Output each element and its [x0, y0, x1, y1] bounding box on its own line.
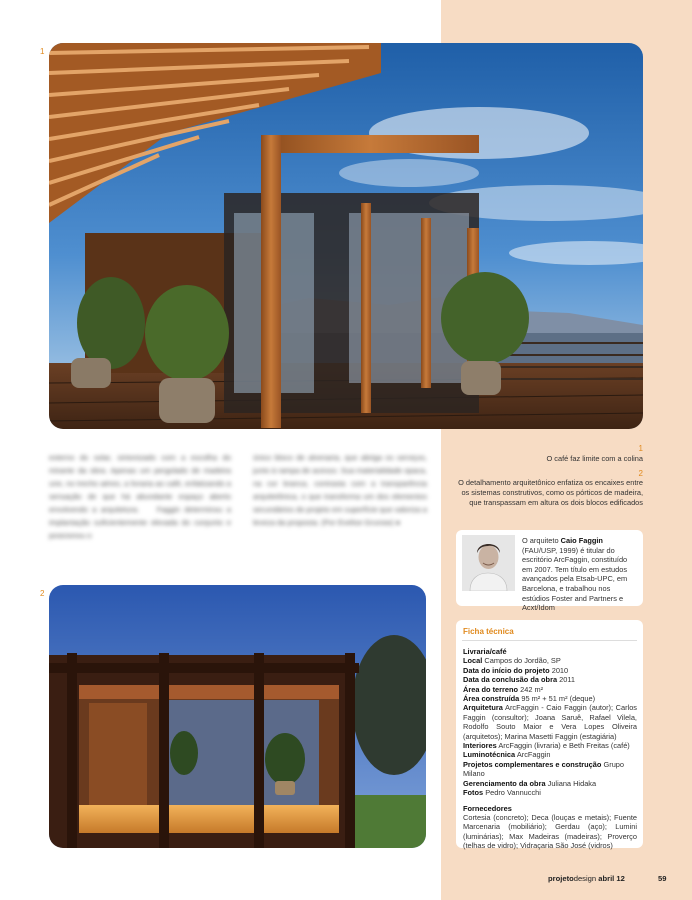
- caption-2-number: 2: [638, 468, 643, 478]
- technical-sheet-title: Ficha técnica: [463, 627, 514, 636]
- magazine-name-bold: projeto: [548, 874, 574, 883]
- body-text-column-2: único bloco de alvenaria, que abriga os serviços, junto à rampa de acesso. Sua materialidade opaca, na cor branca, contrasta com a transparência arquitetônica, o que transforma um dos elementos secundários do projeto em superfície que valoriza a leveza da proposta. (Por Evelise Grunow) ●: [253, 453, 427, 527]
- caption-block: [452, 444, 643, 513]
- sheet-value: Juliana Hidaka: [547, 778, 597, 788]
- sheet-label: Local: [463, 656, 483, 666]
- sheet-value: Pedro Vannucchi: [485, 788, 541, 798]
- sheet-row-end-date: [463, 675, 637, 684]
- sheet-row-local: [463, 656, 637, 665]
- caption-2-text: O detalhamento arquitetônico enfatiza os encaixes entre os sistemas construtivos, como os pórticos de madeira, que transpassam em altura os dois blocos edificados: [458, 478, 643, 507]
- sheet-value: ArcFaggin (livraria) e Beth Freitas (café): [498, 741, 630, 751]
- suppliers-list: Cortesia (concreto); Deca (louças e metais); Fuente Marcenaria (mobiliário); Gerdau (aço); Lumini (luminárias); Max Madeiras (madeiras); Proverço (telhas de vidro); Vidraçaria São José (vidros): [463, 812, 637, 851]
- issue-date: abril 12: [598, 874, 625, 883]
- architect-portrait: [462, 535, 515, 591]
- magazine-name: [548, 874, 596, 883]
- sheet-label: Fotos: [463, 788, 484, 798]
- architect-name: Caio Faggin: [560, 536, 603, 545]
- sheet-value: ArcFaggin: [516, 750, 551, 760]
- magazine-name-light: design: [573, 874, 597, 883]
- sheet-label: Projetos complementares e construção: [463, 759, 602, 769]
- architect-bio-text: [522, 536, 638, 613]
- sheet-value: 2010: [551, 665, 569, 675]
- sheet-row-start-date: [463, 666, 637, 675]
- sheet-label: Data do início do projeto: [463, 665, 550, 675]
- sheet-value: ArcFaggin - Caio Faggin (autor); Carlos Faggin (consultor); Joana Saruê, Rafael Vilela, Rodolfo Souto Maior e Vera Lopes Oliveira (arquitetos); Marina Masetti Faggin (estagiária): [463, 703, 637, 741]
- sheet-value: Grupo Milano: [463, 759, 625, 779]
- sheet-value: 2011: [559, 675, 576, 685]
- technical-sheet-body: [463, 647, 637, 851]
- sheet-row-site-area: [463, 685, 637, 694]
- sheet-row-lighting: [463, 750, 637, 759]
- photo-cafe-terrace-illustration: [49, 43, 643, 429]
- photo-bookstore-pavilion: [49, 585, 426, 848]
- sheet-row-interiors: [463, 741, 637, 750]
- bio-prefix: O arquiteto: [522, 536, 561, 545]
- sheet-value: 242 m²: [520, 684, 544, 694]
- sheet-label: Data da conclusão da obra: [463, 675, 558, 685]
- technical-sheet-divider: [462, 640, 637, 641]
- project-name: Livraria/café: [463, 647, 507, 656]
- sheet-row-architecture: [463, 703, 637, 741]
- sheet-label: Gerenciamento da obra: [463, 778, 546, 788]
- sheet-value: 95 m² + 51 m² (deque): [521, 694, 596, 704]
- page-number: 59: [658, 874, 667, 883]
- photo-cafe-terrace: [49, 43, 643, 429]
- sheet-value: Campos do Jordão, SP: [484, 656, 561, 666]
- body-text-column-1: externo do solar, sintonizado com a escolha do mirante da obra. Apenas um pergolado de madeira une, no trecho aéreo, a livraria ao café, enfatizando a sensação de que há abundante espaço aberto envolvendo a arquitetura. Faggin determinou a implantação suficientemente elevada do conjunto e posicionou o: [49, 453, 231, 540]
- architect-bio-card: [456, 530, 643, 613]
- figure-2-number: 2: [40, 589, 45, 598]
- photo-bookstore-pavilion-illustration: [49, 585, 426, 848]
- figure-1-number: 1: [40, 47, 45, 56]
- sheet-row-construction: [463, 760, 637, 779]
- caption-1-number: 1: [638, 444, 643, 453]
- page-footer: [548, 874, 668, 883]
- sheet-row-photos: [463, 788, 637, 797]
- sheet-label: Área construída: [463, 694, 520, 704]
- suppliers-title: Fornecedores: [463, 803, 512, 813]
- sheet-label: Área do terreno: [463, 684, 519, 694]
- technical-sheet: [456, 620, 643, 851]
- sheet-label: Luminotécnica: [463, 750, 516, 760]
- sheet-row-built-area: [463, 694, 637, 703]
- bio-body: (FAU/USP, 1999) é titular do escritório ArcFaggin, constituído em 2007. Tem título em estudos avançados pela Etsab-UPC, em Barcelona, e trabalhou nos estúdios Foster and Partners e Acxt/Idom: [522, 545, 628, 613]
- sheet-label: Arquitetura: [463, 703, 503, 713]
- architect-portrait-illustration: [462, 535, 515, 591]
- caption-1-text: O café faz limite com a colina: [546, 453, 643, 463]
- sheet-label: Interiores: [463, 741, 497, 751]
- sheet-row-management: [463, 779, 637, 788]
